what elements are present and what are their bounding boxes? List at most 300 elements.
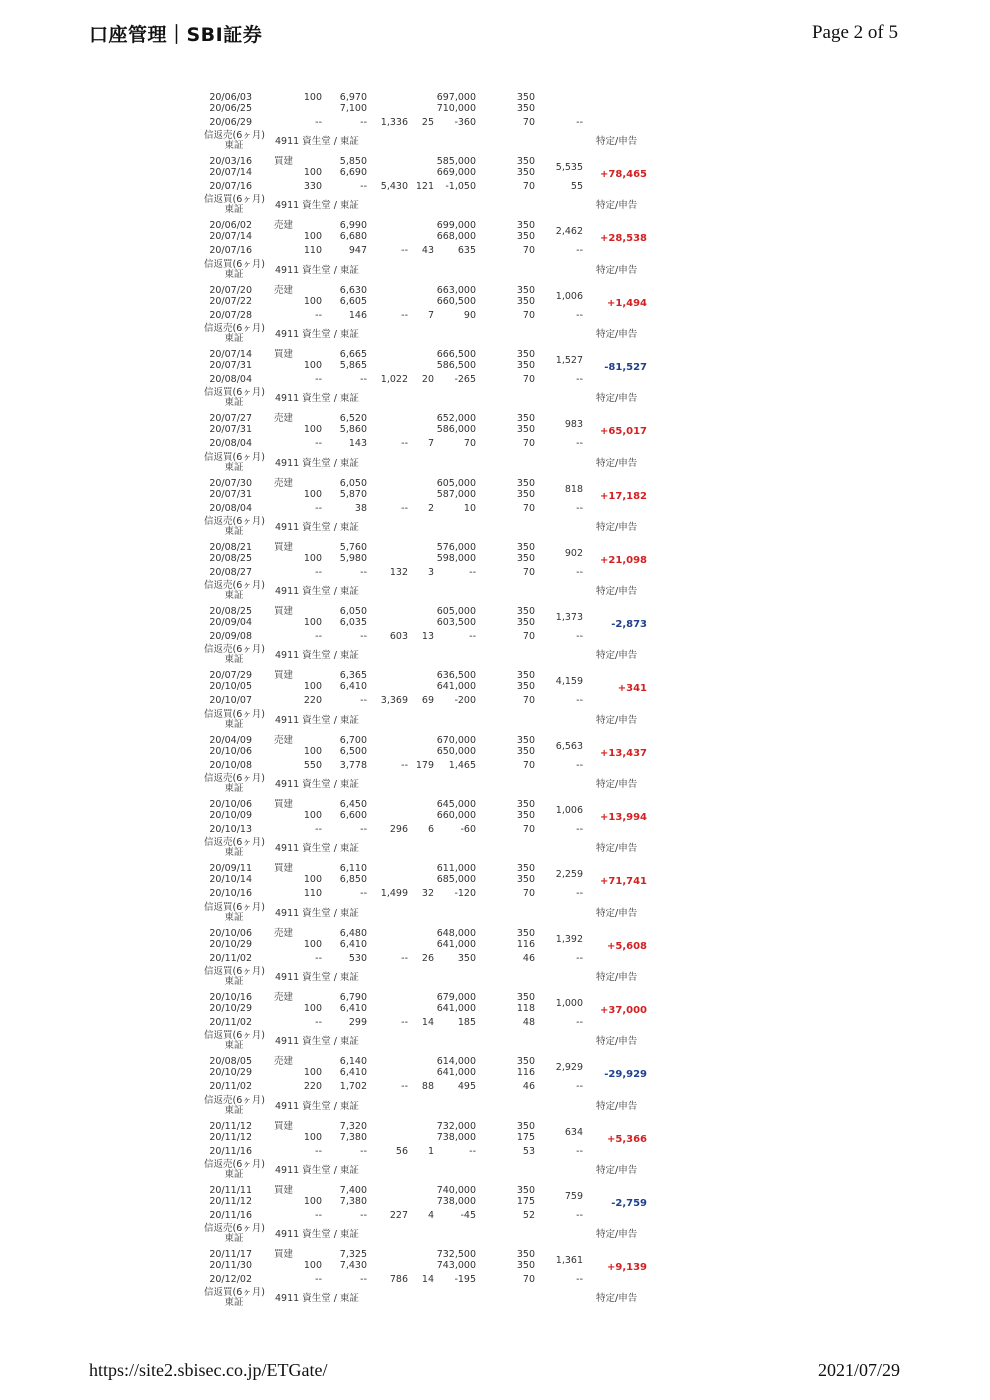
tax-amount: 52 xyxy=(522,1210,535,1221)
page-number: Page 2 of 5 xyxy=(811,22,898,43)
position-kind: 売建 xyxy=(274,928,294,939)
close-price: 6,600 xyxy=(339,810,367,821)
trade-type-label: 信返買(6ヶ月) xyxy=(204,387,265,398)
position-kind: 買建 xyxy=(274,799,294,810)
tax-account: 特定/申告 xyxy=(596,1036,638,1047)
close-date: 20/11/12 xyxy=(209,1132,252,1143)
lending-fee: -- xyxy=(360,631,367,642)
lending-fee: 143 xyxy=(348,438,367,449)
open-amount: 576,000 xyxy=(436,542,476,553)
page-title: 口座管理｜SBI証券 xyxy=(89,24,263,46)
open-commission: 350 xyxy=(516,1121,535,1132)
settle-date: 20/11/16 xyxy=(209,1146,252,1157)
stock-name: 4911 資生堂 / 東証 xyxy=(275,586,359,597)
rights-amount: -265 xyxy=(454,374,476,385)
close-price: 6,680 xyxy=(339,231,367,242)
rights-amount: -60 xyxy=(460,824,476,835)
total-cost-sub: -- xyxy=(576,567,583,578)
days-held: -- xyxy=(315,1274,322,1285)
settle-date: 20/08/04 xyxy=(209,503,252,514)
footer-url: https://site2.sbisec.co.jp/ETGate/ xyxy=(89,1360,328,1380)
market-label: 東証 xyxy=(224,976,244,987)
quantity: 100 xyxy=(303,1132,322,1143)
tax-account: 特定/申告 xyxy=(596,843,638,854)
tax-account: 特定/申告 xyxy=(596,650,638,661)
total-cost: 1,361 xyxy=(555,1255,583,1266)
days-held: -- xyxy=(315,1210,322,1221)
open-date: 20/07/14 xyxy=(209,349,252,360)
total-cost: 2,929 xyxy=(555,1062,583,1073)
close-amount: 738,000 xyxy=(436,1132,476,1143)
admin-fee: 13 xyxy=(421,631,434,642)
settle-date: 20/11/16 xyxy=(209,1210,252,1221)
trade-type-label: 信返買(6ヶ月) xyxy=(204,1030,265,1041)
trade-type-label: 信返売(6ヶ月) xyxy=(204,516,265,527)
stock-name: 4911 資生堂 / 東証 xyxy=(275,393,359,404)
market-label: 東証 xyxy=(224,1233,244,1244)
days-held: -- xyxy=(315,374,322,385)
quantity: 100 xyxy=(303,1196,322,1207)
position-kind: 買建 xyxy=(274,1185,294,1196)
close-amount: 685,000 xyxy=(436,874,476,885)
profit-loss: +21,098 xyxy=(600,555,647,566)
total-cost-sub: -- xyxy=(576,953,583,964)
days-held: -- xyxy=(315,824,322,835)
stock-name: 4911 資生堂 / 東証 xyxy=(275,1229,359,1240)
open-price: 6,450 xyxy=(339,799,367,810)
close-commission: 350 xyxy=(516,617,535,628)
close-commission: 350 xyxy=(516,167,535,178)
close-amount: 641,000 xyxy=(436,681,476,692)
settle-date: 20/11/02 xyxy=(209,1017,252,1028)
profit-loss: +341 xyxy=(617,683,647,694)
close-date: 20/10/05 xyxy=(209,681,252,692)
lending-fee: 947 xyxy=(348,245,367,256)
open-date: 20/07/29 xyxy=(209,670,252,681)
days: 25 xyxy=(421,117,434,128)
close-date: 20/10/29 xyxy=(209,1067,252,1078)
profit-loss: +28,538 xyxy=(600,233,647,244)
close-price: 5,860 xyxy=(339,424,367,435)
tax-amount: 70 xyxy=(522,310,535,321)
quantity: 100 xyxy=(303,553,322,564)
open-price: 6,520 xyxy=(339,413,367,424)
open-date: 20/10/06 xyxy=(209,799,252,810)
market-label: 東証 xyxy=(224,526,244,537)
total-cost: 759 xyxy=(564,1191,583,1202)
interest: 603 xyxy=(389,631,408,642)
total-cost-sub: -- xyxy=(576,438,583,449)
rights-amount: -195 xyxy=(454,1274,476,1285)
tax-amount: 70 xyxy=(522,631,535,642)
lending-fee: -- xyxy=(360,567,367,578)
rights-amount: 635 xyxy=(457,245,476,256)
open-price: 6,665 xyxy=(339,349,367,360)
quantity: 100 xyxy=(303,874,322,885)
admin-fee: 14 xyxy=(421,1017,434,1028)
total-cost-sub: 55 xyxy=(570,181,583,192)
close-price: 6,850 xyxy=(339,874,367,885)
rights-amount: 90 xyxy=(463,310,476,321)
open-price: 6,700 xyxy=(339,735,367,746)
trade-type-label: 信返買(6ヶ月) xyxy=(204,259,265,270)
open-price: 6,790 xyxy=(339,992,367,1003)
close-date: 20/10/14 xyxy=(209,874,252,885)
settle-date: 20/09/08 xyxy=(209,631,252,642)
quantity: 100 xyxy=(303,939,322,950)
open-date: 20/03/16 xyxy=(209,156,252,167)
interest: 3,369 xyxy=(380,695,408,706)
profit-loss: +37,000 xyxy=(600,1005,647,1016)
close-amount: 738,000 xyxy=(436,1196,476,1207)
admin-fee: 14 xyxy=(421,1274,434,1285)
trade-type-label: 信返売(6ヶ月) xyxy=(204,1223,265,1234)
close-commission: 350 xyxy=(516,489,535,500)
tax-amount: 70 xyxy=(522,824,535,835)
stock-name: 4911 資生堂 / 東証 xyxy=(275,843,359,854)
rights-amount: 10 xyxy=(463,503,476,514)
rights-amount: -- xyxy=(469,1146,476,1157)
market-label: 東証 xyxy=(224,719,244,730)
close-amount: 650,000 xyxy=(436,746,476,757)
settle-date: 20/07/28 xyxy=(209,310,252,321)
open-commission: 350 xyxy=(516,992,535,1003)
open-commission: 350 xyxy=(516,863,535,874)
interest: 5,430 xyxy=(380,181,408,192)
tax-account: 特定/申告 xyxy=(596,522,638,533)
market-label: 東証 xyxy=(224,912,244,923)
position-kind: 買建 xyxy=(274,156,294,167)
open-amount: 648,000 xyxy=(436,928,476,939)
open-amount: 614,000 xyxy=(436,1056,476,1067)
admin-fee: 2 xyxy=(427,503,434,514)
market-label: 東証 xyxy=(224,204,244,215)
tax-amount: 46 xyxy=(522,1081,535,1092)
close-amount: 586,500 xyxy=(436,360,476,371)
position-kind: 売建 xyxy=(274,413,294,424)
quantity: 100 xyxy=(303,681,322,692)
interest-fee: 1,336 xyxy=(380,117,408,128)
trade-date: 20/06/25 xyxy=(209,103,252,114)
close-amount: 660,500 xyxy=(436,296,476,307)
open-amount: 732,500 xyxy=(436,1249,476,1260)
stock-name: 4911 資生堂 / 東証 xyxy=(275,1101,359,1112)
stock-name: 4911 資生堂 / 東証 xyxy=(275,329,359,340)
quantity: 100 xyxy=(303,1067,322,1078)
total-cost-sub: -- xyxy=(576,503,583,514)
admin-fee: 4 xyxy=(427,1210,434,1221)
profit-loss: -2,759 xyxy=(611,1198,647,1209)
position-kind: 買建 xyxy=(274,1121,294,1132)
rights-amount: 70 xyxy=(463,438,476,449)
total-cost: 1,373 xyxy=(555,612,583,623)
close-price: 5,865 xyxy=(339,360,367,371)
interest: -- xyxy=(401,503,408,514)
profit-loss: +78,465 xyxy=(600,169,647,180)
price: -- xyxy=(360,117,367,128)
lending-fee: -- xyxy=(360,695,367,706)
tax-account: 特定/申告 xyxy=(596,265,638,276)
price: 6,970 xyxy=(339,92,367,103)
tax-account: 特定/申告 xyxy=(596,1229,638,1240)
close-price: 5,870 xyxy=(339,489,367,500)
close-commission: 350 xyxy=(516,746,535,757)
open-date: 20/10/16 xyxy=(209,992,252,1003)
quantity: 100 xyxy=(303,92,322,103)
total-cost: 1,527 xyxy=(555,355,583,366)
lending-fee: 530 xyxy=(348,953,367,964)
total-cost: 983 xyxy=(564,419,583,430)
total-cost-sub: -- xyxy=(576,888,583,899)
trade-type-label: 信返買(6ヶ月) xyxy=(204,966,265,977)
open-date: 20/06/02 xyxy=(209,220,252,231)
days-held: 110 xyxy=(303,245,322,256)
interest: 132 xyxy=(389,567,408,578)
trade-type-label: 信返買(6ヶ月) xyxy=(204,1287,265,1298)
close-price: 5,980 xyxy=(339,553,367,564)
trade-type-label: 信返買(6ヶ月) xyxy=(204,194,265,205)
close-commission: 350 xyxy=(516,810,535,821)
trade-type-label: 信返売(6ヶ月) xyxy=(204,323,265,334)
open-date: 20/11/11 xyxy=(209,1185,252,1196)
admin-fee: 121 xyxy=(415,181,434,192)
market-label: 東証 xyxy=(224,397,244,408)
days-held: 550 xyxy=(303,760,322,771)
total-cost-sub: -- xyxy=(576,760,583,771)
trade-type-label: 信返売(6ヶ月) xyxy=(204,1159,265,1170)
open-price: 7,320 xyxy=(339,1121,367,1132)
settle-date: 20/07/16 xyxy=(209,245,252,256)
close-amount: 641,000 xyxy=(436,1003,476,1014)
position-kind: 売建 xyxy=(274,1056,294,1067)
quantity: -- xyxy=(315,117,322,128)
settle-date: 20/08/27 xyxy=(209,567,252,578)
close-amount: 587,000 xyxy=(436,489,476,500)
open-amount: 652,000 xyxy=(436,413,476,424)
lending-fee: 38 xyxy=(354,503,367,514)
tax-account: 特定/申告 xyxy=(596,1165,638,1176)
days-held: 110 xyxy=(303,888,322,899)
tax-amount: 48 xyxy=(522,1017,535,1028)
days-held: 220 xyxy=(303,695,322,706)
trade-type-label: 信返売(6ヶ月) xyxy=(204,130,265,141)
lending-fee: -- xyxy=(360,824,367,835)
open-amount: 732,000 xyxy=(436,1121,476,1132)
open-commission: 350 xyxy=(516,670,535,681)
close-commission: 175 xyxy=(516,1132,535,1143)
close-commission: 116 xyxy=(516,939,535,950)
open-date: 20/08/21 xyxy=(209,542,252,553)
rights-amount: 185 xyxy=(457,1017,476,1028)
interest: 786 xyxy=(389,1274,408,1285)
tax-account: 特定/申告 xyxy=(596,908,638,919)
lending-fee: -- xyxy=(360,374,367,385)
open-amount: 605,000 xyxy=(436,606,476,617)
days-held: 220 xyxy=(303,1081,322,1092)
open-commission: 350 xyxy=(516,156,535,167)
close-commission: 350 xyxy=(516,296,535,307)
admin-fee: 6 xyxy=(427,824,434,835)
close-commission: 350 xyxy=(516,231,535,242)
trade-date: 20/06/03 xyxy=(209,92,252,103)
close-commission: 350 xyxy=(516,1260,535,1271)
tax-amount: 53 xyxy=(522,1146,535,1157)
tax-amount: 70 xyxy=(522,438,535,449)
total-cost: 4,159 xyxy=(555,676,583,687)
lending-fee: 299 xyxy=(348,1017,367,1028)
commission: 350 xyxy=(516,103,535,114)
quantity: 100 xyxy=(303,746,322,757)
days-held: -- xyxy=(315,438,322,449)
admin-fee: 3 xyxy=(427,567,434,578)
close-price: 6,035 xyxy=(339,617,367,628)
total-cost-sub: -- xyxy=(576,1081,583,1092)
close-date: 20/10/09 xyxy=(209,810,252,821)
tax-account: 特定/申告 xyxy=(596,136,638,147)
position-kind: 買建 xyxy=(274,670,294,681)
stock-name: 4911 資生堂 / 東証 xyxy=(275,458,359,469)
lending-fee: -- xyxy=(360,1146,367,1157)
close-price: 7,430 xyxy=(339,1260,367,1271)
market-label: 東証 xyxy=(224,1297,244,1308)
close-amount: 641,000 xyxy=(436,939,476,950)
close-date: 20/07/31 xyxy=(209,424,252,435)
open-price: 6,630 xyxy=(339,285,367,296)
total-cost-sub: -- xyxy=(576,695,583,706)
position-kind: 買建 xyxy=(274,606,294,617)
open-price: 6,050 xyxy=(339,478,367,489)
open-amount: 670,000 xyxy=(436,735,476,746)
stock-name: 4911 資生堂 / 東証 xyxy=(275,136,359,147)
open-commission: 350 xyxy=(516,413,535,424)
amount: 710,000 xyxy=(436,103,476,114)
trade-type-label: 信返売(6ヶ月) xyxy=(204,1095,265,1106)
tax-amount: 70 xyxy=(522,503,535,514)
open-commission: 350 xyxy=(516,735,535,746)
total-cost: 2,259 xyxy=(555,869,583,880)
close-price: 6,605 xyxy=(339,296,367,307)
lending-fee: -- xyxy=(360,1210,367,1221)
days-held: -- xyxy=(315,953,322,964)
days-held: -- xyxy=(315,503,322,514)
quantity: 100 xyxy=(303,1003,322,1014)
days-held: 330 xyxy=(303,181,322,192)
total-cost: 902 xyxy=(564,548,583,559)
tax-account: 特定/申告 xyxy=(596,200,638,211)
close-date: 20/11/30 xyxy=(209,1260,252,1271)
quantity: 100 xyxy=(303,360,322,371)
price: 7,100 xyxy=(339,103,367,114)
position-kind: 売建 xyxy=(274,735,294,746)
trade-type-label: 信返買(6ヶ月) xyxy=(204,902,265,913)
total-cost: 1,000 xyxy=(555,998,583,1009)
total-cost: 5,535 xyxy=(555,162,583,173)
close-commission: 175 xyxy=(516,1196,535,1207)
open-commission: 350 xyxy=(516,285,535,296)
interest: 56 xyxy=(395,1146,408,1157)
settle-date: 20/08/04 xyxy=(209,438,252,449)
open-amount: 636,500 xyxy=(436,670,476,681)
profit-loss: +5,608 xyxy=(606,941,647,952)
admin-fee: 88 xyxy=(421,1081,434,1092)
amount: -360 xyxy=(454,117,476,128)
open-price: 6,050 xyxy=(339,606,367,617)
open-amount: 699,000 xyxy=(436,220,476,231)
close-commission: 116 xyxy=(516,1067,535,1078)
rights-amount: -45 xyxy=(460,1210,476,1221)
tax-amount: 70 xyxy=(522,888,535,899)
quantity: 100 xyxy=(303,489,322,500)
tax-account: 特定/申告 xyxy=(596,972,638,983)
tax-amount: 70 xyxy=(522,374,535,385)
stock-name: 4911 資生堂 / 東証 xyxy=(275,1293,359,1304)
open-date: 20/08/25 xyxy=(209,606,252,617)
settle-date: 20/08/04 xyxy=(209,374,252,385)
tax-amount: 46 xyxy=(522,953,535,964)
market-label: 東証 xyxy=(224,590,244,601)
rights-amount: -120 xyxy=(454,888,476,899)
interest: -- xyxy=(401,1017,408,1028)
stock-name: 4911 資生堂 / 東証 xyxy=(275,265,359,276)
days-held: -- xyxy=(315,1146,322,1157)
stock-name: 4911 資生堂 / 東証 xyxy=(275,650,359,661)
trade-type-label: 信返買(6ヶ月) xyxy=(204,452,265,463)
open-price: 6,990 xyxy=(339,220,367,231)
close-date: 20/07/14 xyxy=(209,231,252,242)
interest: 296 xyxy=(389,824,408,835)
total-cost-sub: -- xyxy=(576,245,583,256)
quantity: 100 xyxy=(303,231,322,242)
lending-fee: 1,702 xyxy=(339,1081,367,1092)
market-label: 東証 xyxy=(224,654,244,665)
total-cost-sub: -- xyxy=(576,374,583,385)
quantity: 100 xyxy=(303,617,322,628)
commission: 350 xyxy=(516,92,535,103)
close-commission: 350 xyxy=(516,424,535,435)
trade-type-label: 信返売(6ヶ月) xyxy=(204,773,265,784)
rights-amount: 1,465 xyxy=(448,760,476,771)
open-price: 5,760 xyxy=(339,542,367,553)
lending-fee: 3,778 xyxy=(339,760,367,771)
close-price: 7,380 xyxy=(339,1196,367,1207)
tax-account: 特定/申告 xyxy=(596,779,638,790)
rights-amount: -- xyxy=(469,631,476,642)
quantity: 100 xyxy=(303,296,322,307)
open-date: 20/09/11 xyxy=(209,863,252,874)
total-cost-sub: -- xyxy=(576,1274,583,1285)
footer-date: 2021/07/29 xyxy=(817,1360,900,1380)
rights-amount: -200 xyxy=(454,695,476,706)
close-date: 20/10/29 xyxy=(209,1003,252,1014)
tax-account: 特定/申告 xyxy=(596,329,638,340)
open-amount: 740,000 xyxy=(436,1185,476,1196)
open-commission: 350 xyxy=(516,606,535,617)
profit-loss: +17,182 xyxy=(600,491,647,502)
open-commission: 350 xyxy=(516,478,535,489)
tax-account: 特定/申告 xyxy=(596,458,638,469)
profit-loss: +71,741 xyxy=(600,876,647,887)
amount: 697,000 xyxy=(436,92,476,103)
profit-loss: +13,437 xyxy=(600,748,647,759)
position-kind: 売建 xyxy=(274,992,294,1003)
close-price: 6,410 xyxy=(339,1067,367,1078)
lending-fee: -- xyxy=(360,888,367,899)
market-label: 東証 xyxy=(224,1105,244,1116)
open-date: 20/08/05 xyxy=(209,1056,252,1067)
open-amount: 679,000 xyxy=(436,992,476,1003)
position-kind: 売建 xyxy=(274,285,294,296)
open-commission: 350 xyxy=(516,1056,535,1067)
